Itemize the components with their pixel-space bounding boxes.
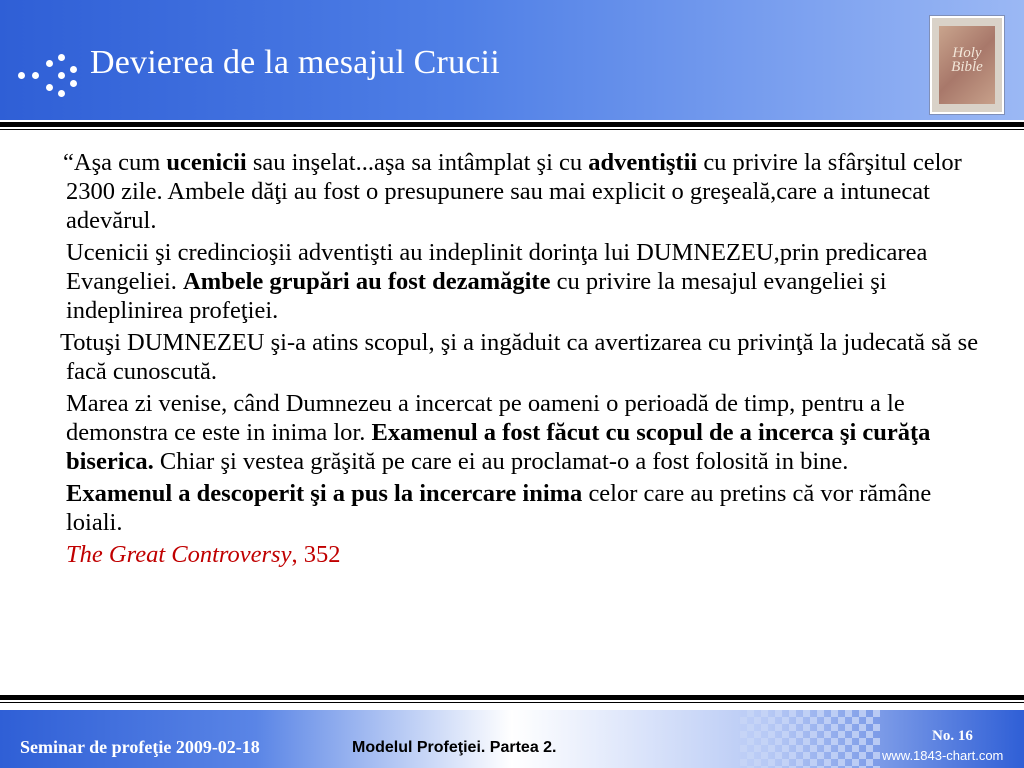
header-divider <box>0 122 1024 127</box>
header-divider-thin <box>0 129 1024 130</box>
slide-footer <box>0 710 1024 768</box>
footer-divider <box>0 695 1024 700</box>
checker-pattern <box>740 710 880 768</box>
bold-text: Examenul a descoperit şi a pus la incercare inima <box>66 480 583 507</box>
text: “Aşa cum <box>63 149 167 176</box>
citation <box>34 540 984 569</box>
text: Marea zi venise, când Dumnezeu a incercat pe oameni o perioadă de timp, pentru a le demonstra ce este in inima lor. <box>66 390 905 446</box>
bold-text: Examenul a fost făcut cu scopul de a incerca şi curăţa biserica. <box>66 419 931 475</box>
text: sau inşelat...aşa sa intâmplat şi cu <box>246 149 589 176</box>
footer-url: www.1843-chart.com <box>882 748 1004 763</box>
footer-seminar-date: Seminar de profeţie 2009-02-18 <box>20 737 260 757</box>
citation-page: , 352 <box>291 541 341 568</box>
text: Totuşi DUMNEZEU şi-a atins scopul, şi a ingăduit ca avertizarea cu privinţă la judecată să se facă cunoscută. <box>60 329 979 385</box>
text: cu privire la sfârşitul celor 2300 zile. Ambele dăţi au fost o presupunere sau mai explicit o greşeală,care a intunecat adevărul. <box>66 149 962 234</box>
text: cu privire la mesajul evangeliei şi indeplinirea profeţiei. <box>66 268 887 324</box>
footer-title: Modelul Profeţiei. Partea 2. <box>352 739 557 756</box>
bold-text: Ambele grupări au fost dezamăgite <box>183 268 551 295</box>
bold-text: ucenicii <box>166 149 247 176</box>
paragraph-5 <box>34 479 984 537</box>
citation-title: The Great Controversy <box>66 541 292 568</box>
bold-text: adventiştii <box>588 149 698 176</box>
text: Chiar şi vestea grăşită pe care ei au proclamat-o a fost folosită in bine. <box>153 448 849 475</box>
paragraph-1 <box>34 148 984 235</box>
slide-header <box>0 0 1024 120</box>
paragraph-3 <box>34 328 984 386</box>
slide-title: Devierea de la mesajul Crucii <box>90 44 500 81</box>
bible-book-icon <box>939 26 995 104</box>
footer-divider-thin <box>0 702 1024 703</box>
logo-text: Holy Bible <box>951 45 983 75</box>
paragraph-2 <box>34 238 984 325</box>
text: Ucenicii şi credincioşii adventişti au indeplinit dorinţa lui DUMNEZEU,prin predicarea Evangeliei. <box>66 239 928 295</box>
slide-number: No. 16 <box>932 728 973 744</box>
bible-logo <box>930 16 1004 114</box>
text: celor care au pretins că vor rămâne loiali. <box>66 480 932 536</box>
slide-body <box>34 148 984 572</box>
paragraph-4 <box>34 389 984 476</box>
dots-decoration-icon <box>18 54 78 104</box>
